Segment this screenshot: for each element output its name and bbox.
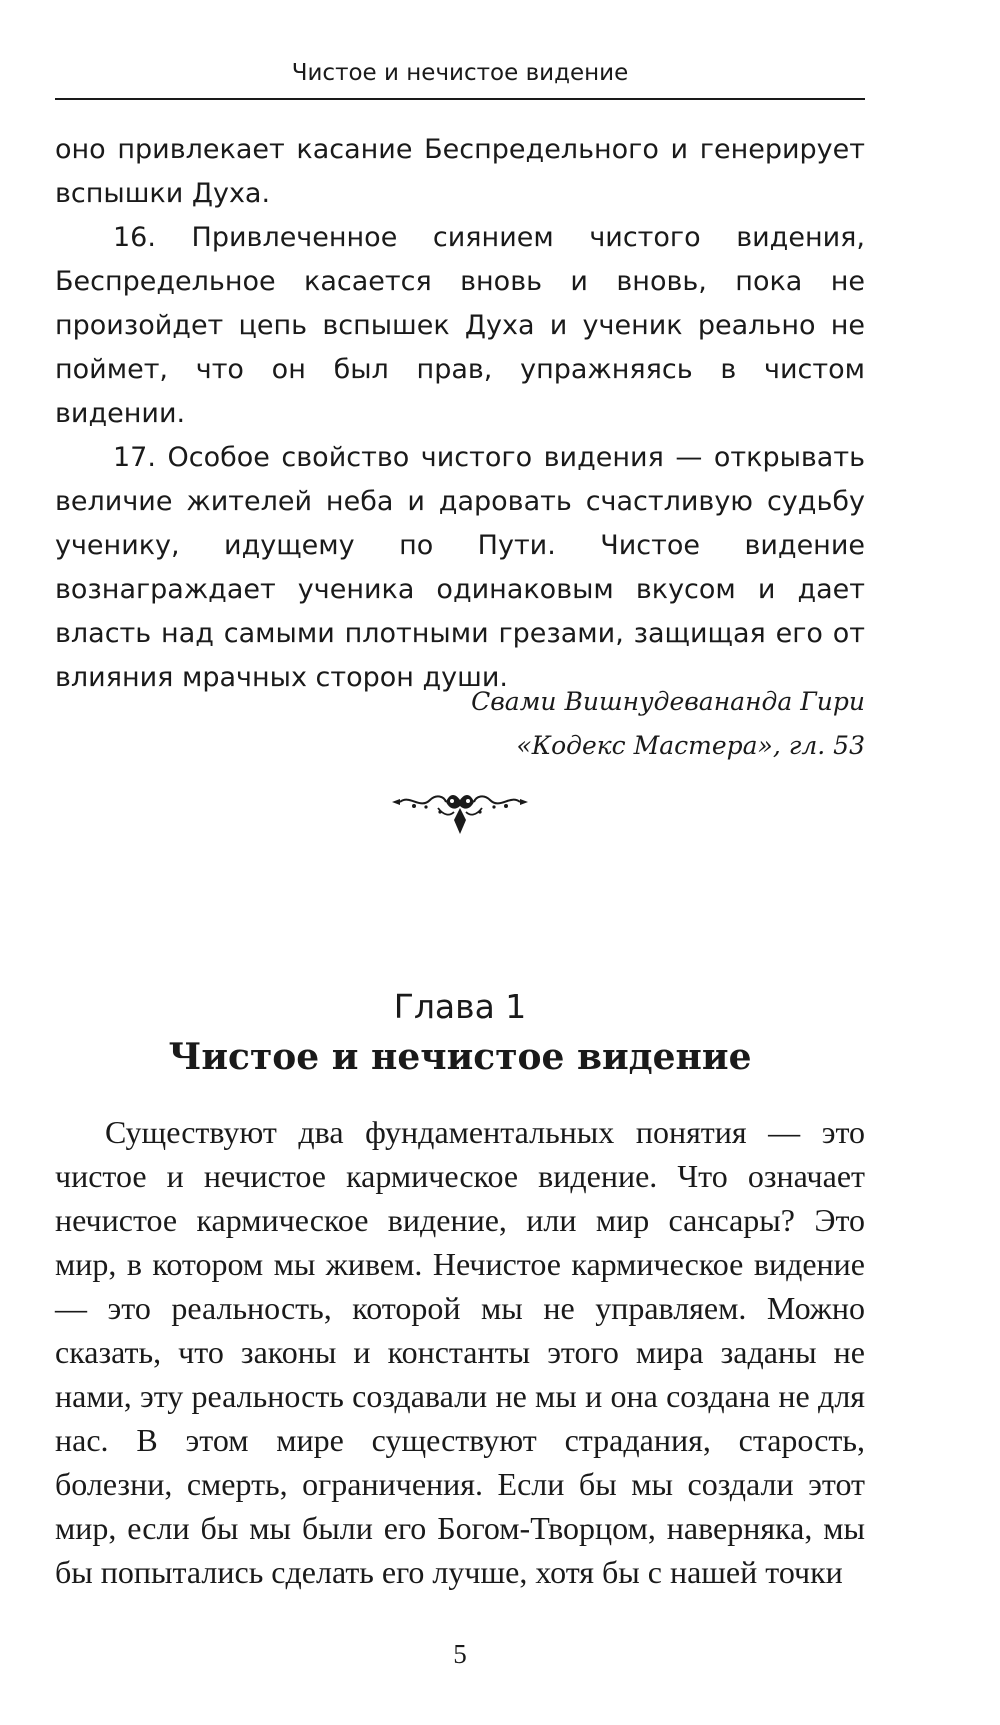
chapter-title: Чистое и нечистое видение [168,1036,752,1078]
attribution-source: «Кодекс Мастера», гл. 53 [516,731,865,760]
chapter-label: Глава 1 [393,987,527,1026]
quote-paragraph-17: 17. Особое свойство чистого видения — открывать величие жителей неба и даровать счастливую судьбу ученику, идущему по Пути. Чистое видение вознаграждает ученика одинаковым вкусом и дает власть над самыми плотными грезами, защищая его от влияния мрачных сторон души. [55,442,865,693]
header-rule [55,98,865,100]
running-header: Чистое и нечистое видение [291,60,629,86]
body-paragraph: Существуют два фундаментальных понятия — это чистое и нечистое кармическое видение. Что означает нечистое кармическое видение, или мир сансары? Это мир, в котором мы живем. Нечистое кармическое видение — это реальность, которой мы не управляем. Можно сказать, что законы и константы этого мира заданы не нами, эту реальность создавали не мы и она создана не для нас. В этом мире существуют страдания, старость, болезни, смерть, ограничения. Если бы мы создали этот мир, если бы мы были его Богом-Творцом, наверняка, мы бы попытались сделать его лучше, хотя бы с нашей точки [55,1114,865,1590]
quote-attribution [55,680,865,768]
attribution-author: Свами Вишнудевананда Гири [471,687,865,716]
quote-text-block [55,128,865,700]
quote-paragraph-continuation: оно привлекает касание Беспредельного и генерирует вспышки Духа. [55,134,865,209]
page-number: 5 [453,1639,467,1669]
chapter-body [55,1110,865,1594]
floral-divider-icon [390,790,530,840]
quote-paragraph-16: 16. Привлеченное сиянием чистого видения, Беспредельное касается вновь и вновь, пока не произойдет цепь вспышек Духа и ученик реально не поймет, что он был прав, упражняясь в чистом видении. [55,222,865,429]
